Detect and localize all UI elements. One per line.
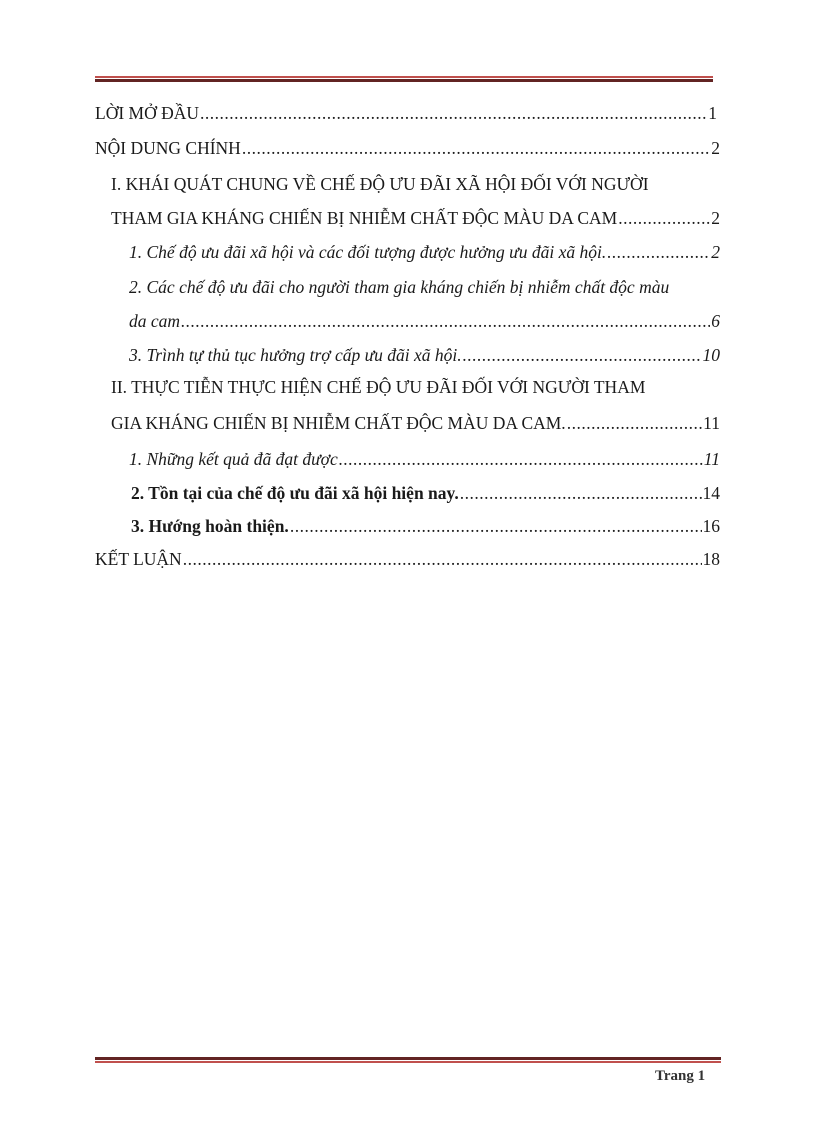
toc-entry-section2[interactable]: GIA KHÁNG CHIẾN BỊ NHIỄM CHẤT ĐỘC MÀU DA CAM. ..... 11 xyxy=(111,413,720,434)
toc-leader xyxy=(181,311,710,332)
toc-entry-s1-item3[interactable]: 3. Trình tự thủ tục hưởng trợ cấp ưu đãi xã hội. ..... 10 xyxy=(129,345,720,366)
toc-entry-section1-line1[interactable]: I. KHÁI QUÁT CHUNG VỀ CHẾ ĐỘ ƯU ĐÃI XÃ HỘI ĐỐI VỚI NGƯỜI xyxy=(111,174,649,194)
toc-entry-s1-item1[interactable]: 1. Chế độ ưu đãi xã hội và các đối tượng được hưởng ưu đãi xã hội. ..... 2 xyxy=(129,242,720,263)
footer-rule xyxy=(95,1057,721,1063)
toc-entry-s2-item1[interactable]: 1. Những kết quả đã đạt được ..... 11 xyxy=(129,449,720,470)
toc-entry-ket-luan[interactable]: KẾT LUẬN ..... 18 xyxy=(95,549,720,570)
toc-entry-loi-mo-dau[interactable]: LỜI MỞ ĐẦU ..... 1 xyxy=(95,103,717,124)
toc-leader xyxy=(618,208,710,229)
toc-leader xyxy=(567,413,702,434)
toc-leader xyxy=(183,549,702,570)
toc-leader xyxy=(200,103,707,124)
toc-entry-section1[interactable]: THAM GIA KHÁNG CHIẾN BỊ NHIỄM CHẤT ĐỘC MÀU DA CAM ..... 2 xyxy=(111,208,720,229)
header-rule xyxy=(95,76,713,82)
toc-entry-s2-item2[interactable]: 2. Tồn tại của chế độ ưu đãi xã hội hiện nay. ..... 14 xyxy=(131,483,720,504)
toc-entry-noi-dung-chinh[interactable]: NỘI DUNG CHÍNH ..... 2 xyxy=(95,138,720,159)
toc-entry-s1-item2-line1[interactable]: 2. Các chế độ ưu đãi cho người tham gia kháng chiến bị nhiễm chất độc màu xyxy=(129,277,670,297)
toc-leader xyxy=(607,242,710,263)
toc-entry-s2-item3[interactable]: 3. Hướng hoàn thiện. ..... 16 xyxy=(131,516,720,537)
toc-leader xyxy=(460,483,702,504)
toc-entry-s1-item2[interactable]: da cam ..... 6 xyxy=(129,311,720,332)
toc-leader xyxy=(242,138,710,159)
toc-leader xyxy=(290,516,702,537)
toc-entry-section2-line1[interactable]: II. THỰC TIỄN THỰC HIỆN CHẾ ĐỘ ƯU ĐÃI ĐỐI VỚI NGƯỜI THAM xyxy=(111,377,646,397)
page-number: Trang 1 xyxy=(655,1068,706,1084)
toc-leader xyxy=(339,449,703,470)
toc-leader xyxy=(463,345,702,366)
